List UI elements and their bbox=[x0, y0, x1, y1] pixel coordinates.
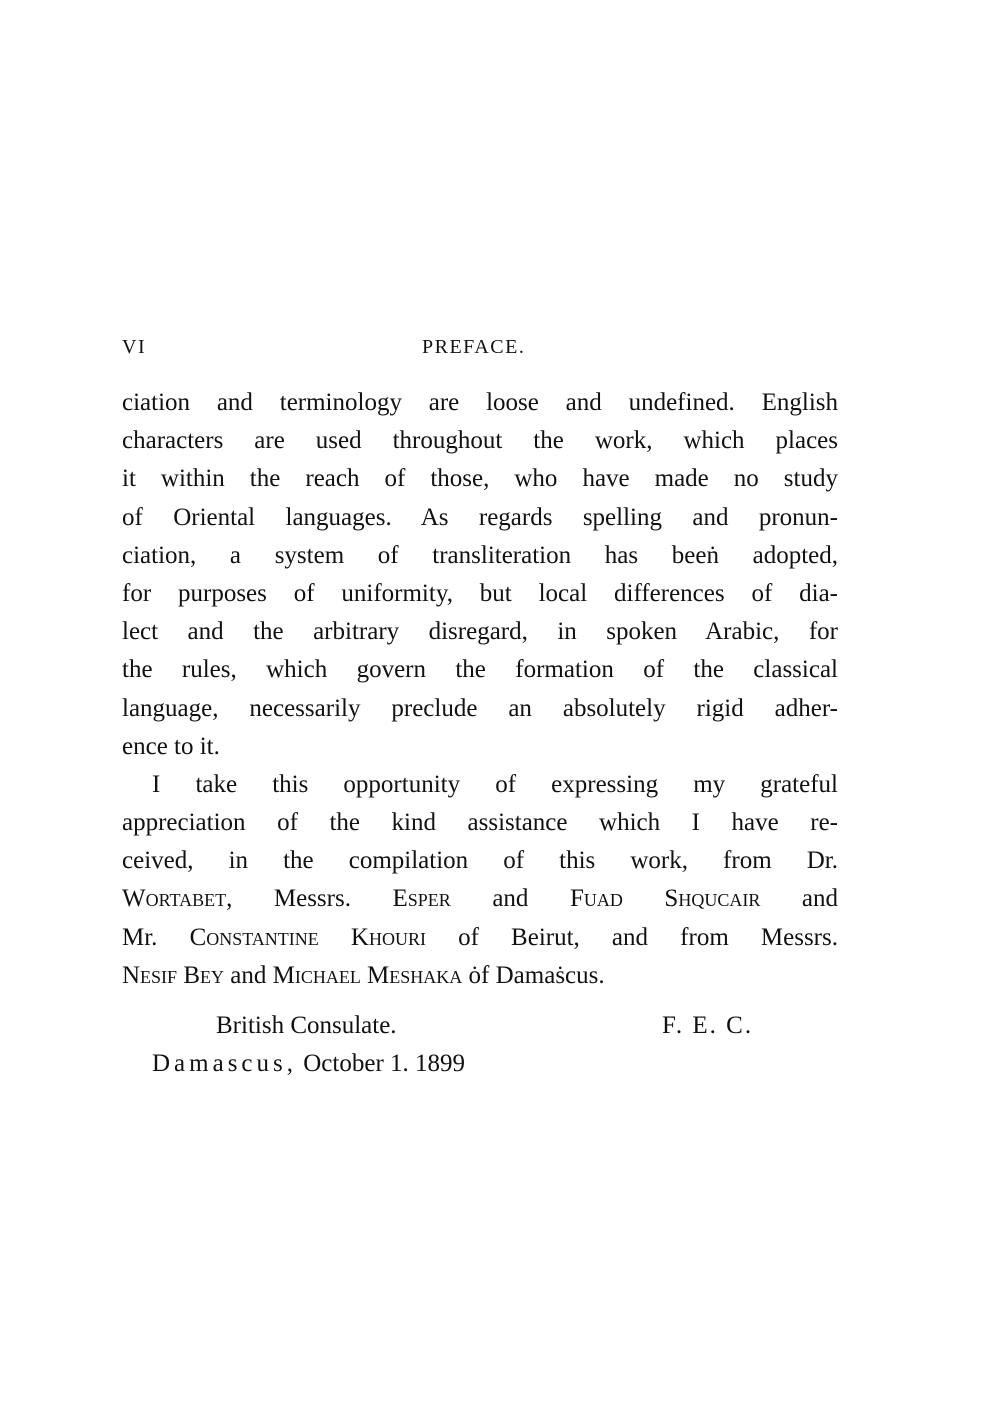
text-run: ȯf Damaṡcus. bbox=[462, 961, 605, 989]
text-run: , Messrs. bbox=[226, 885, 393, 913]
text-line: for purposes of uniformity, but local differences of dia- bbox=[122, 579, 838, 607]
consulate-line: British Consulate. bbox=[216, 1012, 397, 1039]
text-line: ciation, a system of transliteration has beeṅ adopted, bbox=[122, 541, 838, 569]
date: October 1. 1899 bbox=[303, 1050, 466, 1077]
text-run: Mr. bbox=[122, 923, 190, 951]
running-head bbox=[122, 336, 838, 362]
text-line: ciation and terminology are loose and undefined. English bbox=[122, 389, 838, 416]
person-name: Fuad Shqucair bbox=[569, 885, 761, 913]
text-run: of Beirut, and from Messrs. bbox=[425, 923, 838, 951]
person-name: Wortabet bbox=[122, 885, 227, 913]
text-line: ceived, in the compilation of this work, from Dr. bbox=[122, 847, 838, 875]
body-text bbox=[122, 384, 838, 995]
author-initials: F. E. C. bbox=[662, 1012, 754, 1039]
signature-block bbox=[122, 1008, 838, 1088]
person-name: Michael Meshaka bbox=[272, 961, 463, 989]
text-line: lect and the arbitrary disregard, in spoken Arabic, for bbox=[122, 618, 838, 646]
running-title: PREFACE. bbox=[422, 336, 526, 358]
text-line: the rules, which govern the formation of the classical bbox=[122, 656, 838, 684]
text-line bbox=[122, 919, 838, 957]
text-line bbox=[122, 957, 838, 995]
text-run: and bbox=[450, 885, 570, 913]
page-number: VI bbox=[122, 336, 147, 358]
person-name: Esper bbox=[392, 885, 451, 913]
text-line: characters are used throughout the work, which places bbox=[122, 427, 838, 455]
text-line: language, necessarily preclude an absolutely rigid adher- bbox=[122, 694, 838, 722]
person-name: Nesif Bey bbox=[122, 961, 224, 989]
text-line: I take this opportunity of expressing my grateful bbox=[152, 770, 838, 798]
place-name: Damascus, bbox=[152, 1050, 297, 1077]
text-line bbox=[122, 880, 838, 918]
text-run: and bbox=[223, 961, 273, 989]
place-date-line bbox=[152, 1046, 465, 1082]
text-line: ence to it. bbox=[122, 732, 220, 760]
text-run: and bbox=[760, 885, 838, 913]
text-line: it within the reach of those, who have made no study bbox=[122, 465, 838, 493]
person-name: Constantine Khouri bbox=[189, 923, 426, 951]
text-line: appreciation of the kind assistance which I have re- bbox=[122, 809, 838, 837]
text-line: of Oriental languages. As regards spelling and pronun- bbox=[122, 503, 838, 531]
